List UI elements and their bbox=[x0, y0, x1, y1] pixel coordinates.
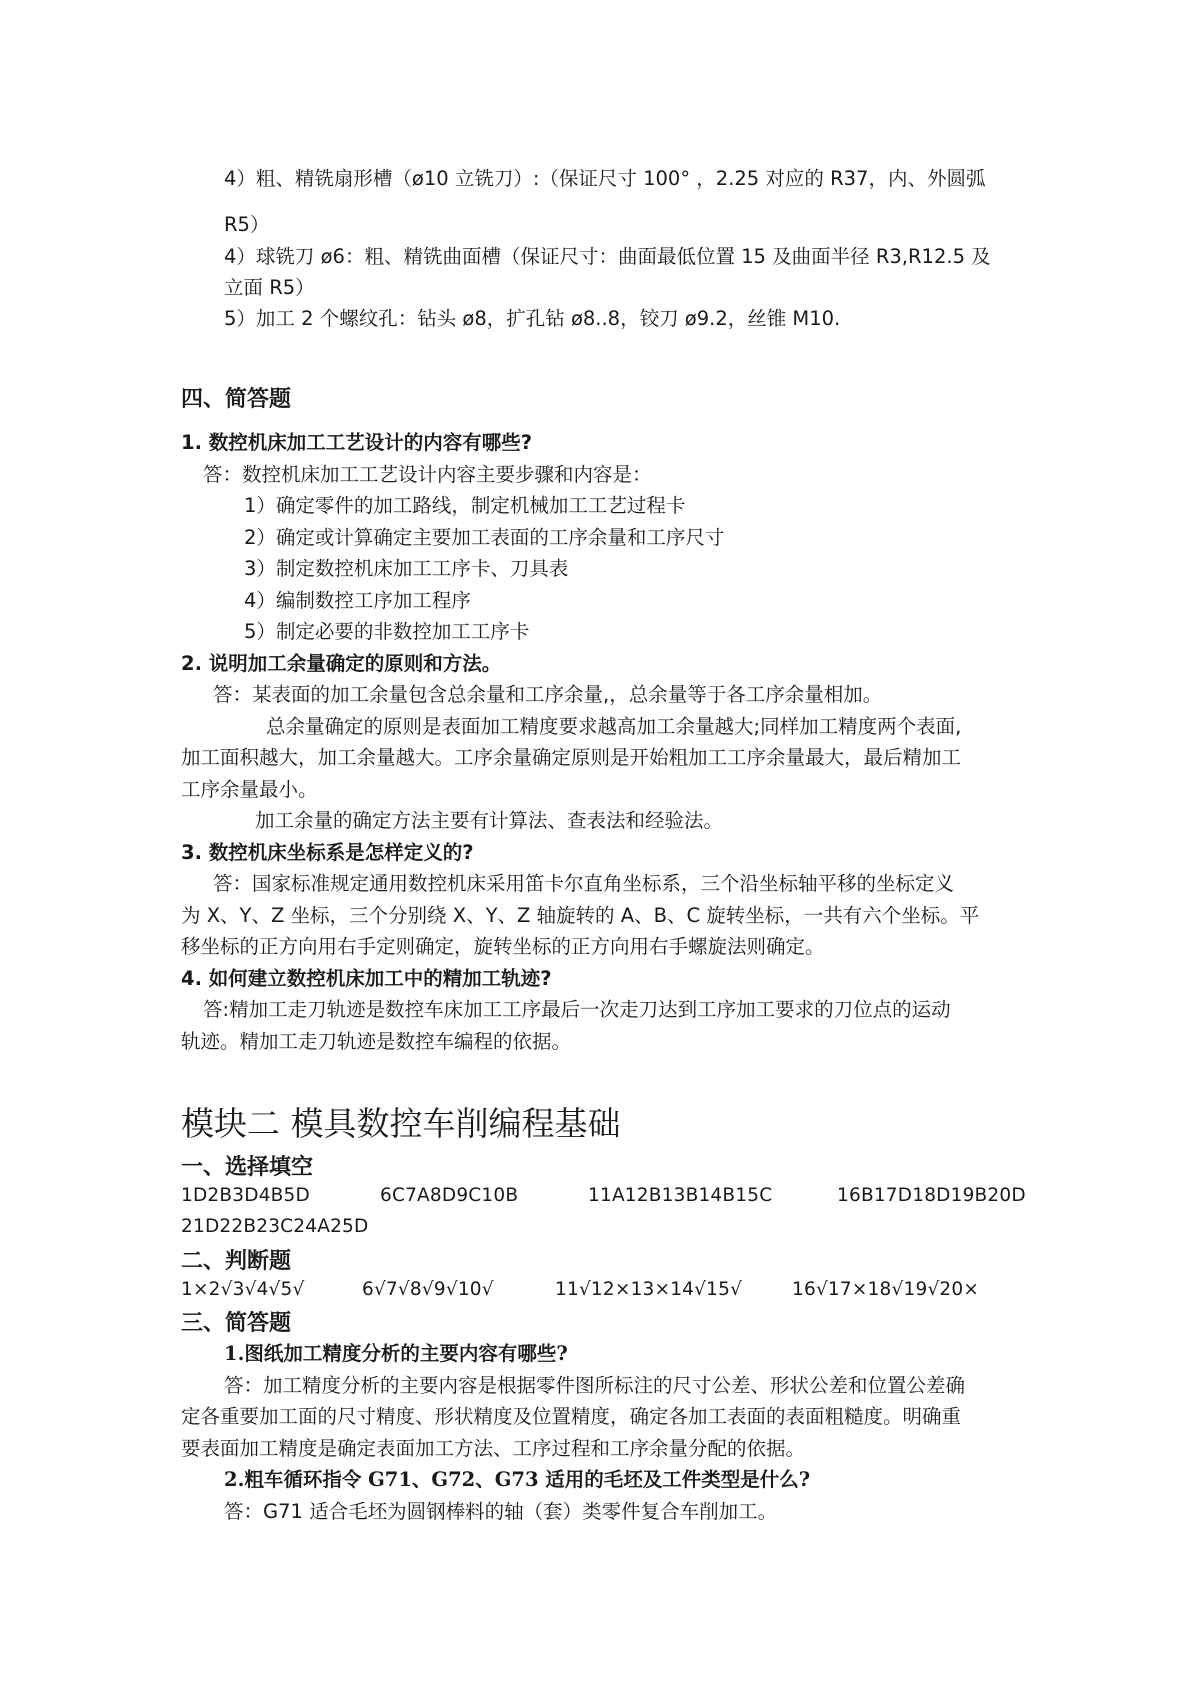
module2-answer-2-line: 答：G71 适合毛坯为圆钢棒料的轴（套）类零件复合车削加工。 bbox=[224, 1500, 778, 1523]
choice-answers-group: 16B17D18D19B20D bbox=[837, 1185, 1026, 1206]
module2-question-2: 2.粗车循环指令 G71、G72、G73 适用的毛坯及工件类型是什么? bbox=[224, 1468, 811, 1491]
answer-4-line: 答:精加工走刀轨迹是数控车床加工工序最后一次走刀达到工序加工要求的刀位点的运动 bbox=[203, 998, 951, 1021]
judge-answers-group: 16√17×18√19√20× bbox=[792, 1279, 980, 1300]
choice-answers-group: 11A12B13B14B15C bbox=[588, 1185, 773, 1206]
answer-2-line: 工序余量最小。 bbox=[181, 778, 318, 801]
question-1: 1. 数控机床加工工艺设计的内容有哪些? bbox=[181, 431, 533, 454]
section-heading-choice: 一、选择填空 bbox=[181, 1155, 314, 1180]
judge-answers-group: 1×2√3√4√5√ bbox=[181, 1279, 305, 1300]
judge-answers-group: 11√12×13×14√15√ bbox=[555, 1279, 743, 1300]
module2-answer-1-line: 定各重要加工面的尺寸精度、形状精度及位置精度，确定各加工表面的表面粗糙度。明确重 bbox=[181, 1405, 962, 1428]
process-item-thread-holes: 5）加工 2 个螺纹孔：钻头 ø8，扩孔钻 ø8..8，铰刀 ø9.2，丝锥 M10. bbox=[224, 307, 841, 330]
process-item-ball-mill: 4）球铣刀 ø6：粗、精铣曲面槽（保证尺寸：曲面最低位置 15 及曲面半径 R3,R12.5 及 bbox=[224, 245, 991, 268]
answer-2-line: 加工余量的确定方法主要有计算法、查表法和经验法。 bbox=[255, 809, 724, 832]
answer-4-line: 轨迹。精加工走刀轨迹是数控车编程的依据。 bbox=[181, 1030, 572, 1053]
answer-1-step: 3）制定数控机床加工工序卡、刀具表 bbox=[244, 557, 569, 580]
judge-answers-group: 6√7√8√9√10√ bbox=[362, 1279, 494, 1300]
question-3: 3. 数控机床坐标系是怎样定义的? bbox=[181, 841, 474, 864]
answer-2-line: 总余量确定的原则是表面加工精度要求越高加工余量越大;同样加工精度两个表面, bbox=[266, 715, 962, 738]
module-title: 模块二 模具数控车削编程基础 bbox=[181, 1104, 621, 1143]
answer-3-line: 答：国家标准规定通用数控机床采用笛卡尔直角坐标系，三个沿坐标轴平移的坐标定义 bbox=[213, 872, 955, 895]
question-4: 4. 如何建立数控机床加工中的精加工轨迹? bbox=[181, 967, 552, 990]
process-item-ball-mill-cont: 立面 R5） bbox=[224, 276, 315, 299]
process-item-fan-slot: 4）粗、精铣扇形槽（ø10 立铣刀）:（保证尺寸 100° ，2.25 对应的 R37，内、外圆弧 bbox=[224, 167, 986, 190]
section-heading-judge: 二、判断题 bbox=[181, 1249, 292, 1274]
answer-1-step: 5）制定必要的非数控加工工序卡 bbox=[244, 620, 530, 643]
process-item-fan-slot-cont: R5） bbox=[224, 213, 270, 236]
choice-answers-group: 6C7A8D9C10B bbox=[380, 1185, 519, 1206]
module2-question-1: 1.图纸加工精度分析的主要内容有哪些? bbox=[224, 1342, 568, 1365]
module2-answer-1-line: 答：加工精度分析的主要内容是根据零件图所标注的尺寸公差、形状公差和位置公差确 bbox=[224, 1374, 966, 1397]
question-2: 2. 说明加工余量确定的原则和方法。 bbox=[181, 652, 502, 675]
answer-2-line: 加工面积越大，加工余量越大。工序余量确定原则是开始粗加工工序余量最大，最后精加工 bbox=[181, 746, 962, 769]
answer-1-intro: 答：数控机床加工工艺设计内容主要步骤和内容是： bbox=[203, 463, 652, 486]
section-heading-short-answer: 四、简答题 bbox=[181, 387, 292, 412]
answer-1-step: 2）确定或计算确定主要加工表面的工序余量和工序尺寸 bbox=[244, 526, 725, 549]
choice-answers-group: 21D22B23C24A25D bbox=[181, 1216, 369, 1237]
answer-1-step: 4）编制数控工序加工程序 bbox=[244, 589, 471, 612]
answer-2-line: 答：某表面的加工余量包含总余量和工序余量,，总余量等于各工序余量相加。 bbox=[213, 683, 883, 706]
module2-answer-1-line: 要表面加工精度是确定表面加工方法、工序过程和工序余量分配的依据。 bbox=[181, 1437, 806, 1460]
answer-1-step: 1）确定零件的加工路线，制定机械加工工艺过程卡 bbox=[244, 494, 686, 517]
answer-3-line: 为 X、Y、Z 坐标，三个分别绕 X、Y、Z 轴旋转的 A、B、C 旋转坐标，一共有六个坐标。平 bbox=[181, 904, 980, 927]
choice-answers-group: 1D2B3D4B5D bbox=[181, 1185, 310, 1206]
section-heading-short: 三、简答题 bbox=[181, 1311, 292, 1336]
answer-3-line: 移坐标的正方向用右手定则确定，旋转坐标的正方向用右手螺旋法则确定。 bbox=[181, 935, 825, 958]
